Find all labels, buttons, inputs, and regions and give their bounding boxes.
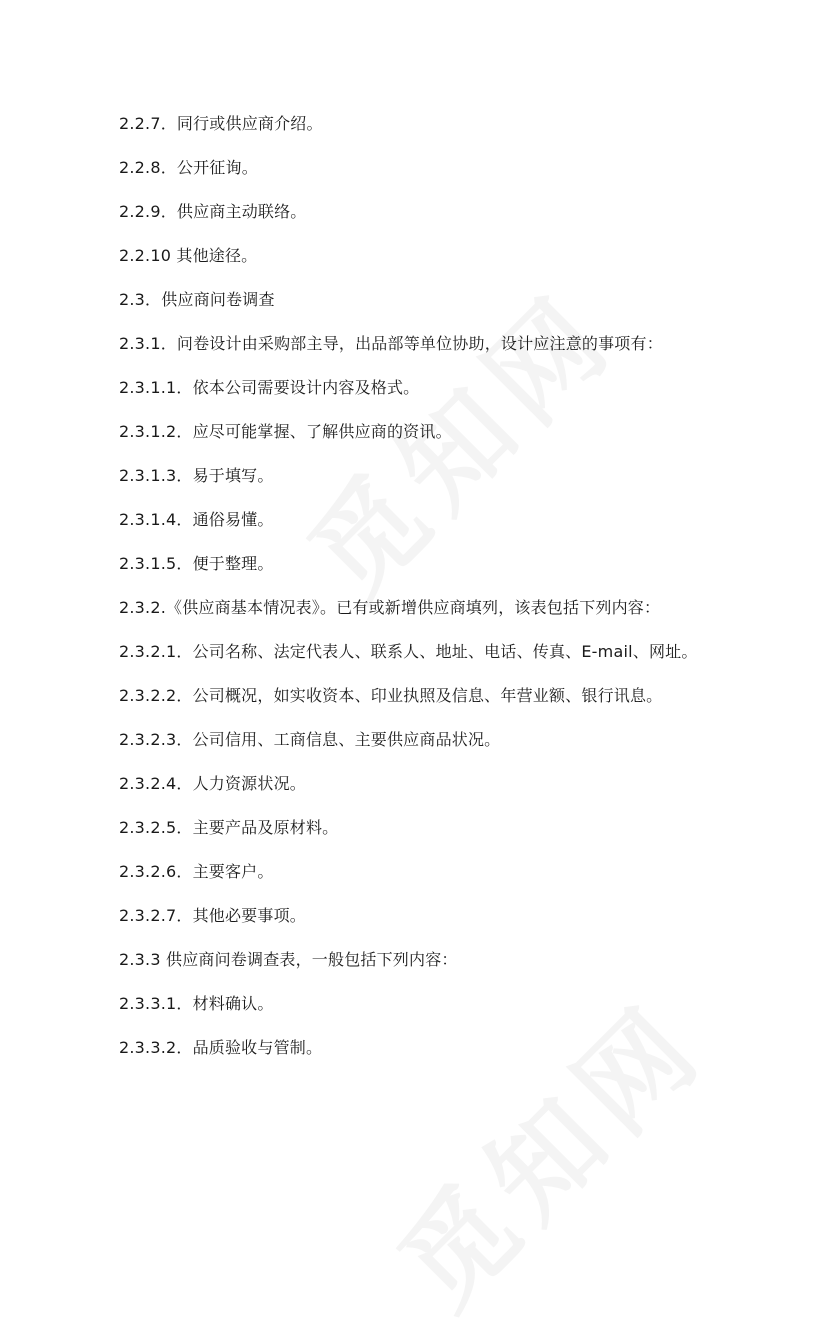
document-body <box>119 112 799 1080</box>
text-line: 2.3.3.1．材料确认。 <box>119 994 274 1013</box>
text-line: 2.2.9．供应商主动联络。 <box>119 202 307 221</box>
section-heading: 2.3．供应商问卷调查 <box>119 290 275 309</box>
text-line: 2.2.7．同行或供应商介绍。 <box>119 114 323 133</box>
text-line: 2.3.1.3．易于填写。 <box>119 466 274 485</box>
text-line: 2.3.2.1．公司名称、法定代表人、联系人、地址、电话、传真、E-mail、网址。 <box>119 642 698 661</box>
text-line: 2.3.2.《供应商基本情况表》。已有或新增供应商填列，该表包括下列内容： <box>119 598 661 617</box>
text-line: 2.2.8．公开征询。 <box>119 158 258 177</box>
text-line: 2.3.1．问卷设计由采购部主导，出品部等单位协助，设计应注意的事项有： <box>119 334 663 353</box>
text-line: 2.3.1.2．应尽可能掌握、了解供应商的资讯。 <box>119 422 452 441</box>
text-line: 2.3.2.4．人力资源状况。 <box>119 774 306 793</box>
text-line: 2.3.3 供应商问卷调查表，一般包括下列内容： <box>119 950 458 969</box>
text-line: 2.3.1.4．通俗易懂。 <box>119 510 274 529</box>
text-line: 2.3.1.5．便于整理。 <box>119 554 274 573</box>
text-line: 2.3.1.1．依本公司需要设计内容及格式。 <box>119 378 420 397</box>
text-line: 2.3.2.6．主要客户。 <box>119 862 274 881</box>
text-line: 2.3.3.2．品质验收与管制。 <box>119 1038 323 1057</box>
text-line: 2.3.2.5．主要产品及原材料。 <box>119 818 339 837</box>
text-line: 2.2.10 其他途径。 <box>119 246 258 265</box>
text-line: 2.3.2.2．公司概况，如实收资本、印业执照及信息、年营业额、银行讯息。 <box>119 686 663 705</box>
text-line: 2.3.2.3．公司信用、工商信息、主要供应商品状况。 <box>119 730 501 749</box>
text-line: 2.3.2.7．其他必要事项。 <box>119 906 306 925</box>
